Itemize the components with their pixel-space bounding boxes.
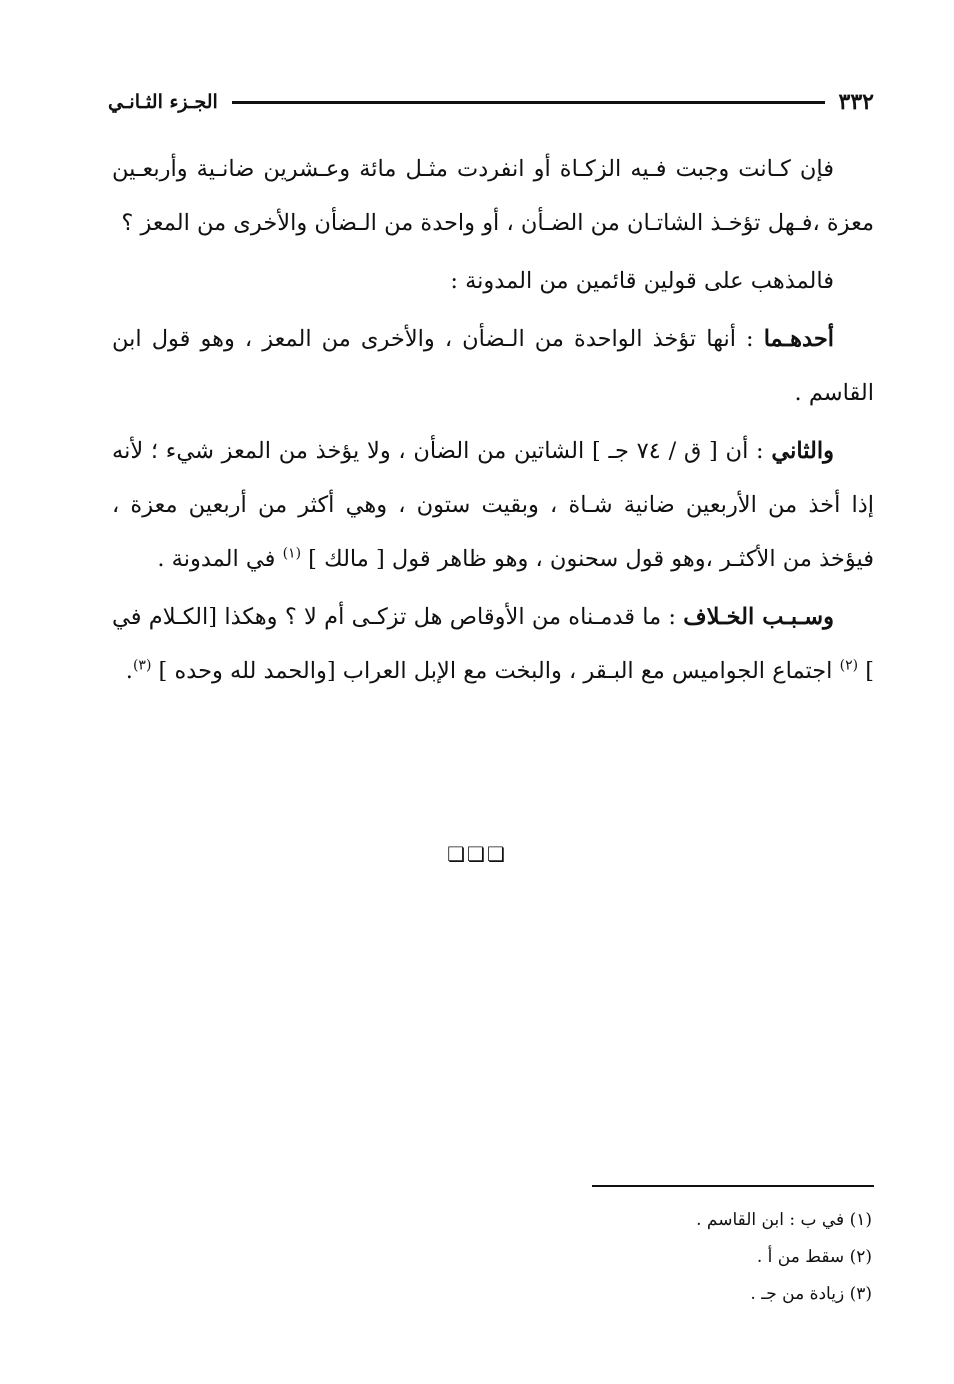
paragraph-text-tail: في المدونة . (157, 546, 283, 572)
paragraph-text: فإن كـانت وجبت فـيه الزكـاة أو انفردت مثـل مائة وعـشرين ضانـية وأربعـين معزة ،فـهل تؤخـذ الشاتـان من الضـأن ، أو واحدة من الـضأن والأخرى من المعز ؟ (112, 156, 874, 236)
footnote-marker-2[interactable]: (٢) (839, 657, 859, 674)
paragraph-lead-word: أحدهـما (763, 326, 834, 352)
footnote-1: (١) في ب : ابن القاسم . (696, 1210, 872, 1230)
paragraph-lead-word: والثاني (771, 438, 834, 464)
paragraph-text-tail: اجتماع الجواميس مع البـقر ، والبخت مع الإبل العراب [والحمد لله وحده ] (151, 658, 840, 684)
paragraph-text: : ما قدمـناه من الأوقاص هل تزكـى أم لا ؟ وهكذا [الكـلام في ] (112, 604, 874, 684)
paragraph-reason-of-dispute (112, 590, 874, 698)
paragraph-text: فالمذهب على قولين قائمين من المدونة : (450, 268, 834, 294)
footnote-marker-3[interactable]: (٣) (132, 657, 152, 674)
paragraph-text-end: . (125, 658, 133, 684)
paragraph-second-opinion (112, 424, 874, 586)
page-number: ٣٣٢ (838, 89, 874, 115)
footnote-2: (٢) سقط من أ . (756, 1247, 872, 1267)
running-title: الجـزء الثـانـي (108, 91, 218, 113)
section-end-ornament: ❏❏❏ (447, 842, 507, 866)
paragraph-text: : أنها تؤخذ الواحدة من الـضأن ، والأخرى من المعز ، وهو قول ابن القاسم . (112, 326, 874, 406)
paragraph-madhhab (112, 254, 874, 308)
main-text (112, 142, 874, 702)
paragraph-question (112, 142, 874, 250)
paragraph-first-opinion (112, 312, 874, 420)
paragraph-text: : أن [ ق / ٧٤ جـ ] الشاتين من الضأن ، ولا يؤخذ من المعز شيء ؛ لأنه إذا أخذ من الأربعين ضانية شـاة ، وبقيت ستون ، وهي أكثر من أربعين معزة ، فيؤخذ من الأكثـر ،وهو قول سحنون ، وهو ظاهر قول [ مالك ] (112, 438, 874, 572)
paragraph-lead-word: وسـبـب الخـلاف (683, 604, 834, 630)
footnote-separator (592, 1185, 874, 1187)
footnote-3: (٣) زيادة من جـ . (750, 1284, 872, 1304)
footnote-marker-1[interactable]: (١) (282, 545, 302, 562)
header-rule (232, 101, 825, 104)
page-header (108, 84, 874, 120)
footnotes (420, 1202, 872, 1313)
